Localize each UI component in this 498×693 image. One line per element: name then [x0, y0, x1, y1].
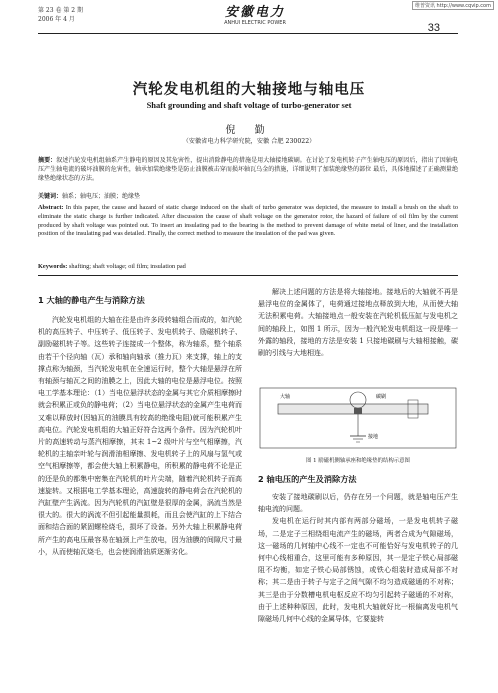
abstract-en-text: In this paper, the cause and hazard of static charge induced on the shaft of turbo generator was depicted, the measure to install a brush on the shaft to eliminate the static charge is further indicated. After discussion the cause of shaft voltage on the generator rotor, the hazard of failure of oil film by the current produced by shaft voltage was pointed out. To insert an insulating pad to the bearing is the method to prevent damage of white metal of liner, and the installation position of the insulating pad was detailed. Finally, the correct method to measure the insulation of the pad was given. [38, 204, 458, 238]
issue-number: 第 23 卷 第 2 期 [38, 7, 83, 14]
section-2-title: 2 轴电压的产生及消除方法 [258, 474, 357, 484]
issue-date: 2006 年 4 月 [38, 16, 75, 23]
right-column-bottom [258, 474, 458, 625]
figure-1-caption: 图 1 励磁机侧轴承座和绝缘垫的结构示意图 [306, 458, 410, 464]
keywords-cn-text: 轴系；轴电压；油膜；绝缘垫 [62, 193, 141, 200]
logo-en-text: ANHUI ELECTRIC POWER [224, 20, 286, 26]
figure-1 [258, 386, 458, 456]
section-2-paragraph-2: 发电机在运行时其内部有两部分磁场，一是发电机转子磁场，二是定子三相绕组电流产生的磁场，两者合成为气隙磁场，这一磁场的几何轴中心线不一定也不可能恰好与发电机转子的几何中心线相重合，这里可能有多种原因，其一是定子铁心局部磁阻不均衡，如定子铁心局部锈蚀，或铁心组装时造成局部不对称；其二是由于转子与定子之间气隙不均匀造成磁通的不对称；其三是由于分数槽电机电枢反应不均匀引起转子磁通的不对称，由于上述种种原因，此时，发电机大轴就好比一根偏离发电机气隙磁场几何中心线的金属导体，它要旋转 [258, 517, 458, 624]
abstract-cn-text: 叙述汽轮发电机组轴系产生静电的原因及其危害性，提出消除静电的措施是用大轴接地碳刷。在讨论了发电机转子产生轴电压的原因后，指出了因轴电压产生轴电流的破坏油膜的危害性，轴承加装绝缘垫是防止油膜被击穿而损坏轴瓦乌金的措施，详细说明了加装绝缘垫的部位 最后，具体地描述了正确测量绝缘垫绝缘状态的方法。 [38, 157, 458, 182]
left-column [38, 293, 242, 558]
figure-label-ground: 接地 [368, 434, 379, 440]
page-number: 33 [427, 22, 440, 34]
journal-logo [200, 6, 310, 27]
abstract-rule [38, 275, 458, 276]
journal-issue [38, 6, 83, 24]
article-title: 汽轮发电机组的大轴接地与轴电压 [132, 81, 366, 98]
keywords-en-label: Keywords: [38, 263, 68, 270]
article-title-en: Shaft grounding and shaft voltage of turbo-generator set [146, 100, 352, 110]
keywords-cn-label: 关键词： [38, 193, 63, 200]
keywords-en-text: shafting; shaft voltage; oil film; insulation pad [68, 263, 186, 270]
figure-shaft [278, 404, 428, 414]
keywords-cn [38, 192, 458, 201]
logo-text: 安徽电力 [224, 5, 285, 20]
source-watermark: 维普资讯 http://www.cqvip.com [412, 1, 494, 10]
section-2-paragraph-1: 安装了接地碳刷以后，仍存在另一个问题，就是轴电压产生轴电流的问题。 [258, 493, 458, 514]
author-affiliation: （安徽省电力科学研究院，安徽 合肥 230022） [182, 138, 316, 145]
right-column-top [258, 286, 458, 359]
section-1-paragraph: 汽轮发电机组的大轴在往是由许多段转轴组合而成的，如汽轮机的高压转子、中压转子、低压转子、发电机转子、励磁机转子、副励磁机转子等。这些转子连接成一个整体，称为轴系，整个轴系由若干个径向轴（瓦）承和轴向轴承（推力瓦）来支撑，轴上的支撑点称为轴颈，当汽轮发电机在全速运行时，整个大轴是悬浮在所有轴颈与轴瓦之间的油膜之上，因此大轴的电位是悬浮电位。按照电工学基本理论：（1）当电位悬浮状态的金属与其它介质相摩擦时就会积累正或负的静电荷；（2）当电位悬浮状态的金属产生电荷而又难以释放时(因轴瓦的油膜具有较高的绝缘电阻)就可能积累产生高电位。汽轮发电机组的大轴正好符合这两个条件。因为汽轮机叶片的高速转动与蒸汽相摩擦，其末 1~2 级叶片与空气相摩擦，汽轮机的主轴亲叶轮与润滑油相摩擦、发电机转子上的风扇与氢气或空气相摩擦等，都会使大轴上积累静电，所积累的静电荷不论是正的还是负的都集中密集在汽轮机的叶片尖端，随着汽轮机转子而高速旋转。又根据电工学基本理论，高速旋转的静电荷会在汽轮机的汽缸壁产生涡流。因为汽轮机的汽缸壁是很厚的金属，涡流当然是很大的。很大的涡流不但引起能量损耗，而且会使汽缸的上下结合面和结合面的紧固螺栓烧毛，损坏了设备。另外大轴上积累静电荷所产生的高电压最容易在轴颈上产生放电，因为油膜的间隙尺寸最小，从而使轴瓦烧毛，也会使润滑油质逐渐劣化。 [38, 316, 242, 556]
abstract-en [38, 204, 458, 239]
author-name: 倪 勤 [225, 125, 273, 136]
figure-brush [354, 408, 362, 414]
figure-label-shaft: 大轴 [280, 394, 291, 400]
header-rule [38, 33, 458, 34]
section-1-title: 1 大轴的静电产生与消除方法 [38, 295, 145, 305]
keywords-en [38, 263, 458, 272]
grounding-paragraph: 解决上述问题的方法是将大轴接地。接地后的大轴就不再是悬浮电位的金属体了，电荷通过接地点释放到大地，从而使大轴无法积累电荷。大轴接地点一般安装在汽轮机低压缸与发电机之间的轴段上，如图 1 所示，因为一般汽轮发电机组这一段是唯一外露的轴段，接地的方法是安装 1 只接地碳刷与大轴相接触，碳刷的引线与大地相连。 [258, 288, 458, 358]
figure-label-brush: 碳刷 [376, 394, 387, 400]
abstract-cn [38, 156, 458, 183]
abstract-en-label: Abstract: [38, 204, 64, 211]
abstract-cn-label: 摘要： [38, 157, 57, 164]
